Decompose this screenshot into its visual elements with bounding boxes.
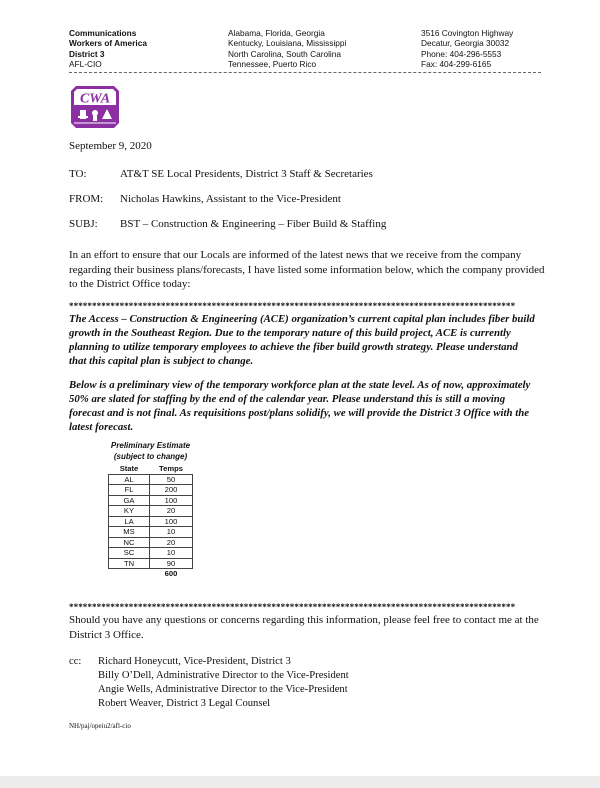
org-name-line2: Workers of America bbox=[69, 38, 147, 49]
fax: Fax: 404-299-6165 bbox=[421, 59, 492, 70]
org-affiliation: AFL-CIO bbox=[69, 59, 102, 70]
states-line: Alabama, Florida, Georgia bbox=[228, 28, 325, 38]
to-value: AT&T SE Local Presidents, District 3 Staff & Secretaries bbox=[120, 168, 373, 180]
address-street: 3516 Covington Highway bbox=[421, 28, 514, 38]
org-name-line1: Communications bbox=[69, 28, 137, 38]
temps-cell: 20 bbox=[150, 537, 193, 548]
state-cell: NC bbox=[109, 537, 150, 548]
table-row bbox=[109, 495, 193, 506]
temps-total: 600 bbox=[164, 569, 178, 578]
letterhead-divider bbox=[69, 72, 541, 73]
letter-date: September 9, 2020 bbox=[69, 140, 152, 152]
temps-cell: 50 bbox=[150, 474, 193, 485]
state-cell: KY bbox=[109, 506, 150, 517]
subject-label: SUBJ: bbox=[69, 218, 98, 230]
star-separator: ************************************************************************************************* bbox=[69, 301, 516, 311]
col-temps-header: Temps bbox=[159, 464, 183, 473]
state-cell: GA bbox=[109, 495, 150, 506]
logo-text: CWA bbox=[79, 91, 111, 107]
page-bottom-edge bbox=[0, 776, 600, 788]
state-cell: LA bbox=[109, 516, 150, 527]
estimate-subtitle: (subject to change) bbox=[113, 452, 188, 461]
workforce-plan-paragraph: Below is a preliminary view of the temporary workforce plan at the state level. As of now, approximately 50% are slated for staffing by the end of the calendar year. Please understand this is still a moving forecast and is not final. As requisitions post/plans solidify, we will provide the District 3 Office with the latest forecast. bbox=[69, 379, 531, 433]
cwa-union-logo-icon bbox=[68, 83, 122, 131]
state-cell: AL bbox=[109, 474, 150, 485]
table-row bbox=[109, 527, 193, 538]
cc-recipient: Angie Wells, Administrative Director to the Vice-President bbox=[98, 684, 348, 695]
temps-cell: 90 bbox=[150, 558, 193, 569]
state-cell: FL bbox=[109, 485, 150, 496]
temps-cell: 10 bbox=[150, 548, 193, 559]
state-cell: SC bbox=[109, 548, 150, 559]
state-cell: MS bbox=[109, 527, 150, 538]
reference-initials: NH/paj/opeiu2/afl-cio bbox=[69, 722, 131, 730]
table-row bbox=[109, 558, 193, 569]
states-line: Kentucky, Louisiana, Mississippi bbox=[228, 38, 347, 49]
cc-label: cc: bbox=[69, 656, 82, 667]
states-line: North Carolina, South Carolina bbox=[228, 48, 341, 59]
to-label: TO: bbox=[69, 168, 87, 180]
states-line: Tennessee, Puerto Rico bbox=[228, 59, 317, 70]
state-cell: TN bbox=[109, 558, 150, 569]
closing-paragraph: Should you have any questions or concerns regarding this information, please feel free to contact me at the District 3 Office. bbox=[69, 614, 539, 641]
estimate-table bbox=[108, 464, 193, 579]
intro-paragraph: In an effort to ensure that our Locals are informed of the latest news that we receive from the company regarding their business plans/forecasts, I have listed some information below, which the company provided to the District Office today: bbox=[69, 249, 545, 291]
letterhead-states bbox=[228, 28, 346, 70]
from-label: FROM: bbox=[69, 193, 104, 205]
address-city: Decatur, Georgia 30032 bbox=[421, 38, 510, 49]
star-separator: ************************************************************************************************* bbox=[69, 602, 516, 612]
table-row bbox=[109, 516, 193, 527]
table-row bbox=[109, 485, 193, 496]
cc-recipient: Richard Honeycutt, Vice-President, District 3 bbox=[98, 656, 291, 667]
table-row bbox=[109, 537, 193, 548]
from-value: Nicholas Hawkins, Assistant to the Vice-President bbox=[120, 193, 341, 205]
table-row bbox=[109, 506, 193, 517]
table-header-row bbox=[109, 464, 193, 474]
table-row bbox=[109, 474, 193, 485]
table-total-row bbox=[109, 569, 193, 579]
temps-cell: 200 bbox=[150, 485, 193, 496]
temps-cell: 100 bbox=[150, 495, 193, 506]
letterhead-org bbox=[69, 28, 147, 70]
cc-recipient: Robert Weaver, District 3 Legal Counsel bbox=[98, 698, 271, 709]
estimate-title: Preliminary Estimate bbox=[110, 441, 191, 450]
table-row bbox=[109, 548, 193, 559]
temps-cell: 10 bbox=[150, 527, 193, 538]
ace-capital-plan-paragraph: The Access – Construction & Engineering (ACE) organization’s current capital plan includes fiber build growth in the Southeast Region. Due to the temporary nature of this build project, ACE is currently planning to utilize temporary employees to achieve the fiber build growth strategy. Please understand that this capital plan is subject to change. bbox=[69, 313, 535, 367]
org-district: District 3 bbox=[69, 48, 105, 59]
phone: Phone: 404-296-5553 bbox=[421, 48, 502, 59]
letterhead-contact bbox=[421, 28, 513, 70]
temps-cell: 20 bbox=[150, 506, 193, 517]
subject-value: BST – Construction & Engineering – Fiber Build & Staffing bbox=[120, 218, 387, 230]
cc-recipient: Billy O’Dell, Administrative Director to the Vice-President bbox=[98, 670, 349, 681]
col-state-header: State bbox=[119, 464, 139, 473]
temps-cell: 100 bbox=[150, 516, 193, 527]
